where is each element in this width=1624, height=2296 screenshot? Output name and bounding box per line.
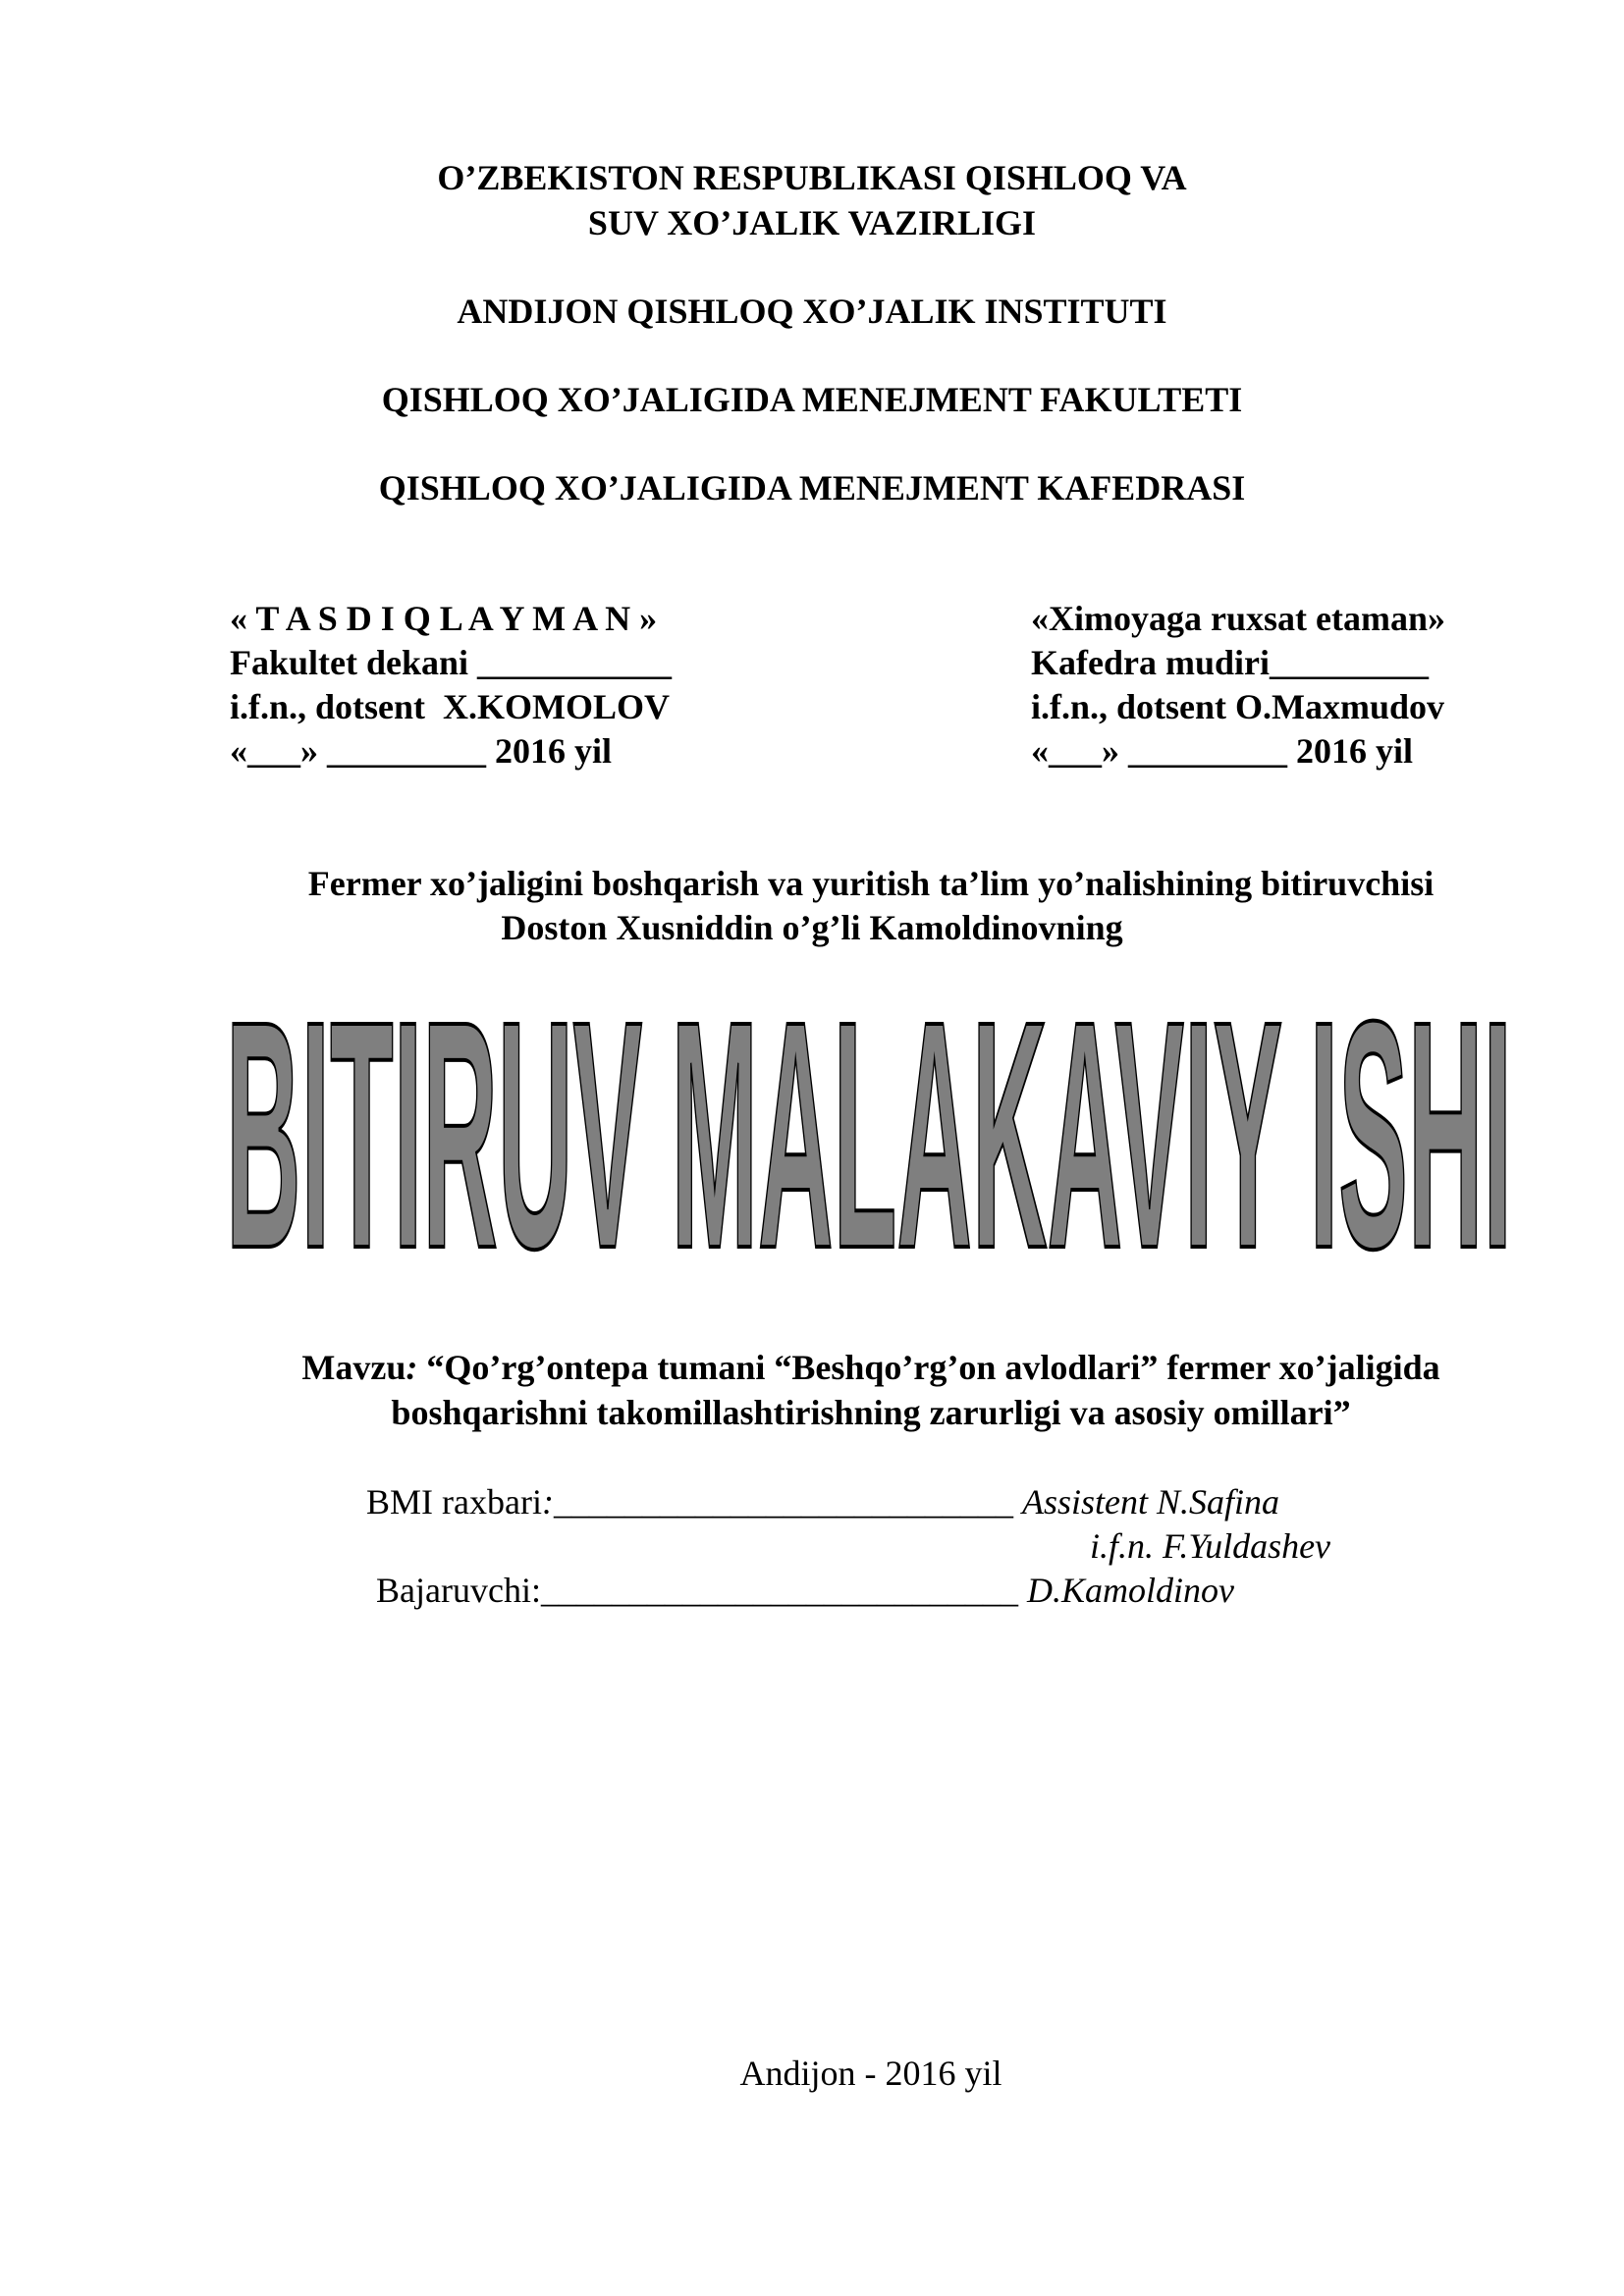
executor-name: D.Kamoldinov	[1026, 1571, 1234, 1610]
executor-signature-line: ___________________________	[540, 1571, 1027, 1610]
department-name: QISHLOQ XO’JALIGIDA MENEJMENT KAFEDRASI	[378, 468, 1246, 507]
executor-label: Bajaruvchi:	[376, 1571, 541, 1610]
executor-row	[376, 1569, 1234, 1613]
topic-title-1: “Qo’rg’ontepa tumani “Beshqo’rg’on avlodlari” fermer xo’jaligida	[417, 1348, 1440, 1387]
topic-colon: :	[406, 1348, 418, 1387]
header	[0, 155, 1624, 245]
approval-left-position: Fakultet dekani ___________	[230, 643, 673, 682]
big-title-text: BITIRUV MALAKAVIY ISHI	[226, 991, 1512, 1266]
graduate-info	[0, 862, 1624, 950]
supervisor-colon: :	[541, 1482, 554, 1522]
supervisor-row	[366, 1480, 1279, 1524]
institute-name: ANDIJON QISHLOQ XO’JALIK INSTITUTI	[457, 292, 1167, 331]
topic	[0, 1345, 1624, 1435]
approval-right-person: i.f.n., dotsent O.Maxmudov	[1031, 687, 1445, 726]
supervisor-label: BMI raxbari	[366, 1482, 542, 1522]
approval-right-position: Kafedra mudiri_________	[1031, 643, 1429, 682]
ministry-line-1: O’ZBEKISTON RESPUBLIKASI QISHLOQ VA	[437, 158, 1187, 197]
faculty-name: QISHLOQ XO’JALIGIDA MENEJMENT FAKULTETI	[381, 380, 1243, 419]
supervisor-name: Assistent N.Safina	[1021, 1482, 1279, 1522]
big-title	[226, 991, 1522, 1266]
topic-line-1	[118, 1345, 1624, 1390]
approval-right	[1031, 597, 1445, 774]
graduate-line-2: Doston Xusniddin o’g’li Kamoldinovning	[501, 908, 1123, 947]
topic-label: Mavzu	[301, 1348, 406, 1387]
approval-left	[230, 597, 672, 774]
approval-right-date: «___» _________ 2016 yil	[1031, 731, 1414, 771]
topic-line-2: boshqarishni takomillashtirishning zarurligi va asosiy omillari”	[391, 1393, 1351, 1432]
approval-left-person: i.f.n., dotsent X.KOMOLOV	[230, 687, 671, 726]
ministry-line-2: SUV XO’JALIK VAZIRLIGI	[587, 203, 1037, 242]
graduate-line-1: Fermer xo’jaligini boshqarish va yuritish ta’lim yo’nalishining bitiruvchisi	[307, 864, 1435, 903]
co-supervisor-name: i.f.n. F.Yuldashev	[1090, 1526, 1331, 1566]
approval-right-title: «Ximoyaga ruxsat etaman»	[1031, 599, 1445, 638]
approval-left-title: « T A S D I Q L A Y M A N »	[230, 599, 658, 638]
co-supervisor-row	[1090, 1524, 1330, 1569]
footer-place-year: Andijon - 2016 yil	[739, 2054, 1002, 2093]
supervisor-signature-line: __________________________	[553, 1482, 1022, 1522]
approval-left-date: «___» _________ 2016 yil	[230, 731, 613, 771]
